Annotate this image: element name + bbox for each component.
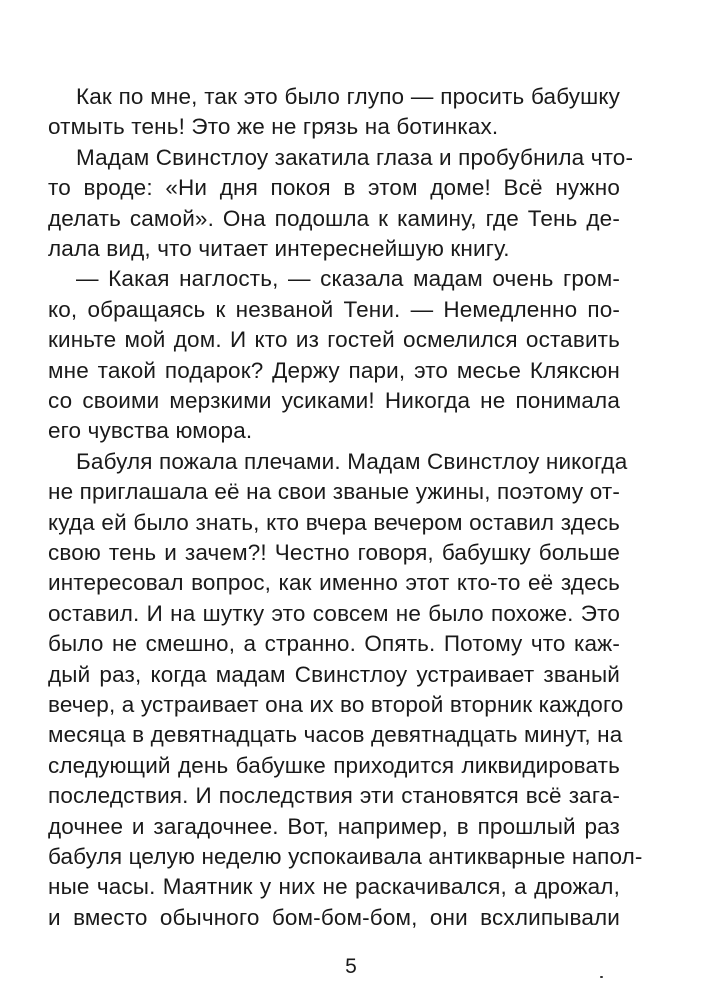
text-line: бабуля целую неделю успокаивала антикварные напол- [48,844,643,869]
text-line: Как по мне, так это было глупо — просить бабушку [76,84,620,109]
text-line: оставил. И на шутку это совсем не было похоже. Это [48,601,620,626]
text-line: отмыть тень! Это же не грязь на ботинках. [48,114,499,139]
text-line: последствия. И последствия эти становятся всё зага- [48,783,620,808]
text-line: Мадам Свинстлоу закатила глаза и пробубнила что- [76,145,634,170]
text-line: делать самой». Она подошла к камину, где Тень де- [48,206,620,231]
text-line: не приглашала её на свои званые ужины, поэтому от- [48,479,620,504]
text-line: мне такой подарок? Держу пари, это месье Кляксюн [48,358,620,383]
text-line: куда ей было знать, кто вчера вечером оставил здесь [48,510,620,535]
print-speck [600,976,603,978]
text-line: Бабуля пожала плечами. Мадам Свинстлоу никогда [76,449,628,474]
text-line: со своими мерзкими усиками! Никогда не понимала [48,388,620,413]
text-line: вечер, а устраивает она их во второй вторник каждого [48,692,624,717]
text-line: свою тень и зачем?! Честно говоря, бабушку больше [48,540,620,565]
text-line: дый раз, когда мадам Свинстлоу устраивает званый [48,662,620,687]
text-line: следующий день бабушке приходится ликвидировать [48,753,620,778]
text-line: и вместо обычного бом-бом-бом, они всхлипывали [48,905,620,930]
text-line: было не смешно, а странно. Опять. Потому что каж- [48,631,620,656]
text-line: лала вид, что читает интереснейшую книгу. [48,236,510,261]
text-line: киньте мой дом. И кто из гостей осмелился оставить [48,327,620,352]
text-line: то вроде: «Ни дня покоя в этом доме! Всё нужно [48,175,620,200]
text-line: ные часы. Маятник у них не раскачивался, а дрожал, [48,874,620,899]
text-line: — Какая наглость, — сказала мадам очень гром- [76,266,620,291]
page-number: 5 [345,955,357,978]
text-line: ко, обращаясь к незваной Тени. — Немедленно по- [48,297,620,322]
text-line: его чувства юмора. [48,418,253,443]
text-line: интересовал вопрос, как именно этот кто-то её здесь [48,570,620,595]
text-line: месяца в девятнадцать часов девятнадцать минут, на [48,722,623,747]
text-line: дочнее и загадочнее. Вот, например, в прошлый раз [48,814,620,839]
